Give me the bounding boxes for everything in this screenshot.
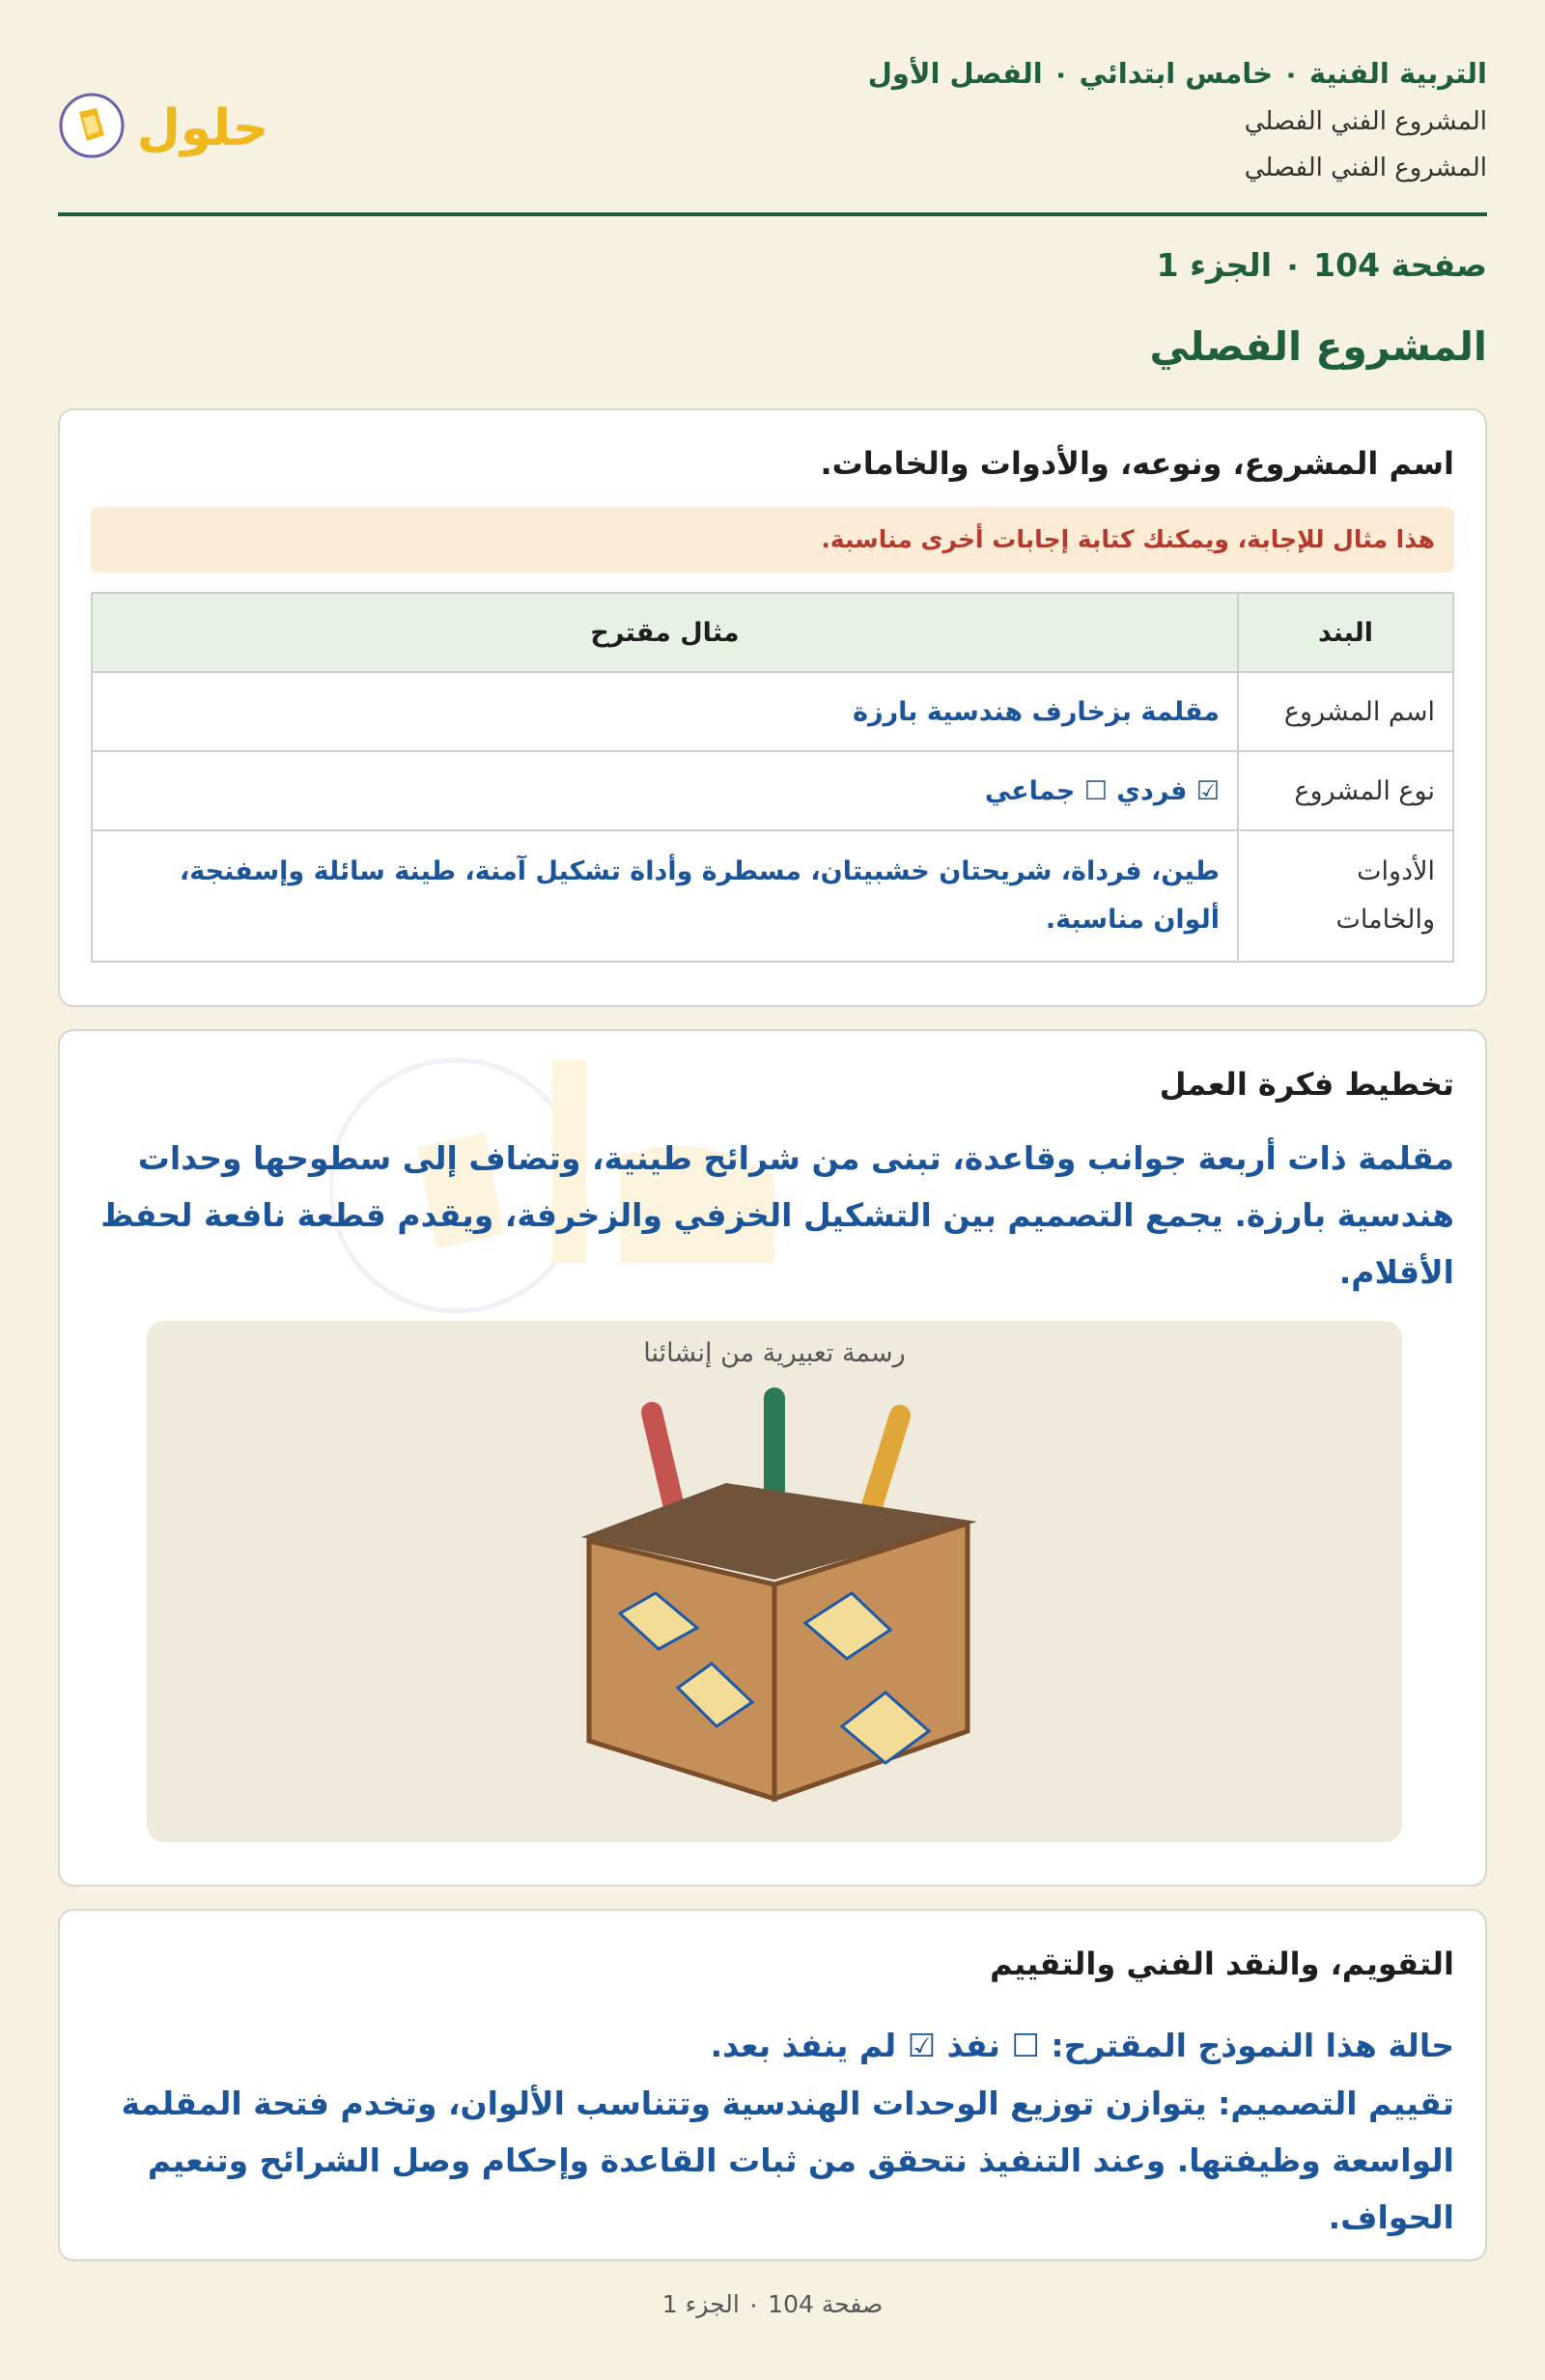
hulul-logo-icon [58, 75, 280, 172]
row-key: نوع المشروع [1238, 751, 1453, 830]
table-header-item: البند [1238, 593, 1453, 672]
header-text [868, 48, 1487, 191]
row-value: ☑ فردي ☐ جماعي [92, 751, 1238, 830]
table-header-example: مثال مقترح [92, 593, 1238, 672]
header-divider [58, 212, 1487, 216]
table-row [92, 672, 1453, 751]
work-plan-heading: تخطيط فكرة العمل [1159, 1066, 1454, 1103]
row-key: الأدوات والخامات [1238, 830, 1453, 962]
table-row [92, 751, 1453, 830]
model-status: حالة هذا النموذج المقترح: ☐ نفذ ☑ لم ينفذ بعد. [710, 2027, 1454, 2064]
header-subtitle-secondary: المشروع الفني الفصلي [1244, 154, 1487, 182]
design-evaluation: تقييم التصميم: يتوازن توزيع الوحدات الهندسية وتتناسب الألوان، وتخدم فتحة المقلمة الواسعة وظيفتها. وعند التنفيذ نتحقق من ثبات القاعدة وإحكام وصل الشرائح وتنعيم الحواف. [121, 2085, 1454, 2236]
answer-note: هذا مثال للإجابة، ويمكنك كتابة إجابات أخرى مناسبة. [91, 507, 1454, 573]
evaluation-heading: التقويم، والنقد الفني والتقييم [990, 1946, 1454, 1982]
work-plan-text: مقلمة ذات أربعة جوانب وقاعدة، تبنى من شرائح طينية، وتضاف إلى سطوحها وحدات هندسية بارزة. يجمع التصميم بين التشكيل الخزفي والزخرفة، ويقدم قطعة نافعة لحفظ الأقلام. [100, 1139, 1454, 1291]
illustration-caption: رسمة تعبيرية من إنشائنا [643, 1338, 906, 1368]
work-plan-card [58, 1029, 1487, 1887]
page-header [58, 48, 1487, 212]
pencil-holder-box-illustration [147, 1321, 1402, 1842]
project-info-heading: اسم المشروع، ونوعه، والأدوات والخامات. [820, 445, 1454, 482]
page-reference: صفحة 104 ٠ الجزء 1 [1156, 246, 1487, 284]
page-title: المشروع الفصلي [1149, 323, 1487, 370]
row-key: اسم المشروع [1238, 672, 1453, 751]
evaluation-card [58, 1909, 1487, 2261]
table-row [92, 830, 1453, 962]
row-value: طين، فرداة، شريحتان خشبيتان، مسطرة وأداة تشكيل آمنة، طينة سائلة وإسفنجة، ألوان مناسبة. [92, 830, 1238, 962]
project-info-table [91, 592, 1454, 963]
row-value: مقلمة بزخارف هندسية بارزة [92, 672, 1238, 751]
page [58, 0, 1487, 2380]
page-footer: صفحة 104 ٠ الجزء 1 [661, 2290, 884, 2318]
header-subject: التربية الفنية ٠ خامس ابتدائي ٠ الفصل الأول [867, 57, 1487, 90]
project-info-card [58, 408, 1487, 1007]
table-header-row [92, 593, 1453, 672]
header-subtitle: المشروع الفني الفصلي [1244, 107, 1487, 136]
svg-text:حلول: حلول [136, 99, 269, 157]
